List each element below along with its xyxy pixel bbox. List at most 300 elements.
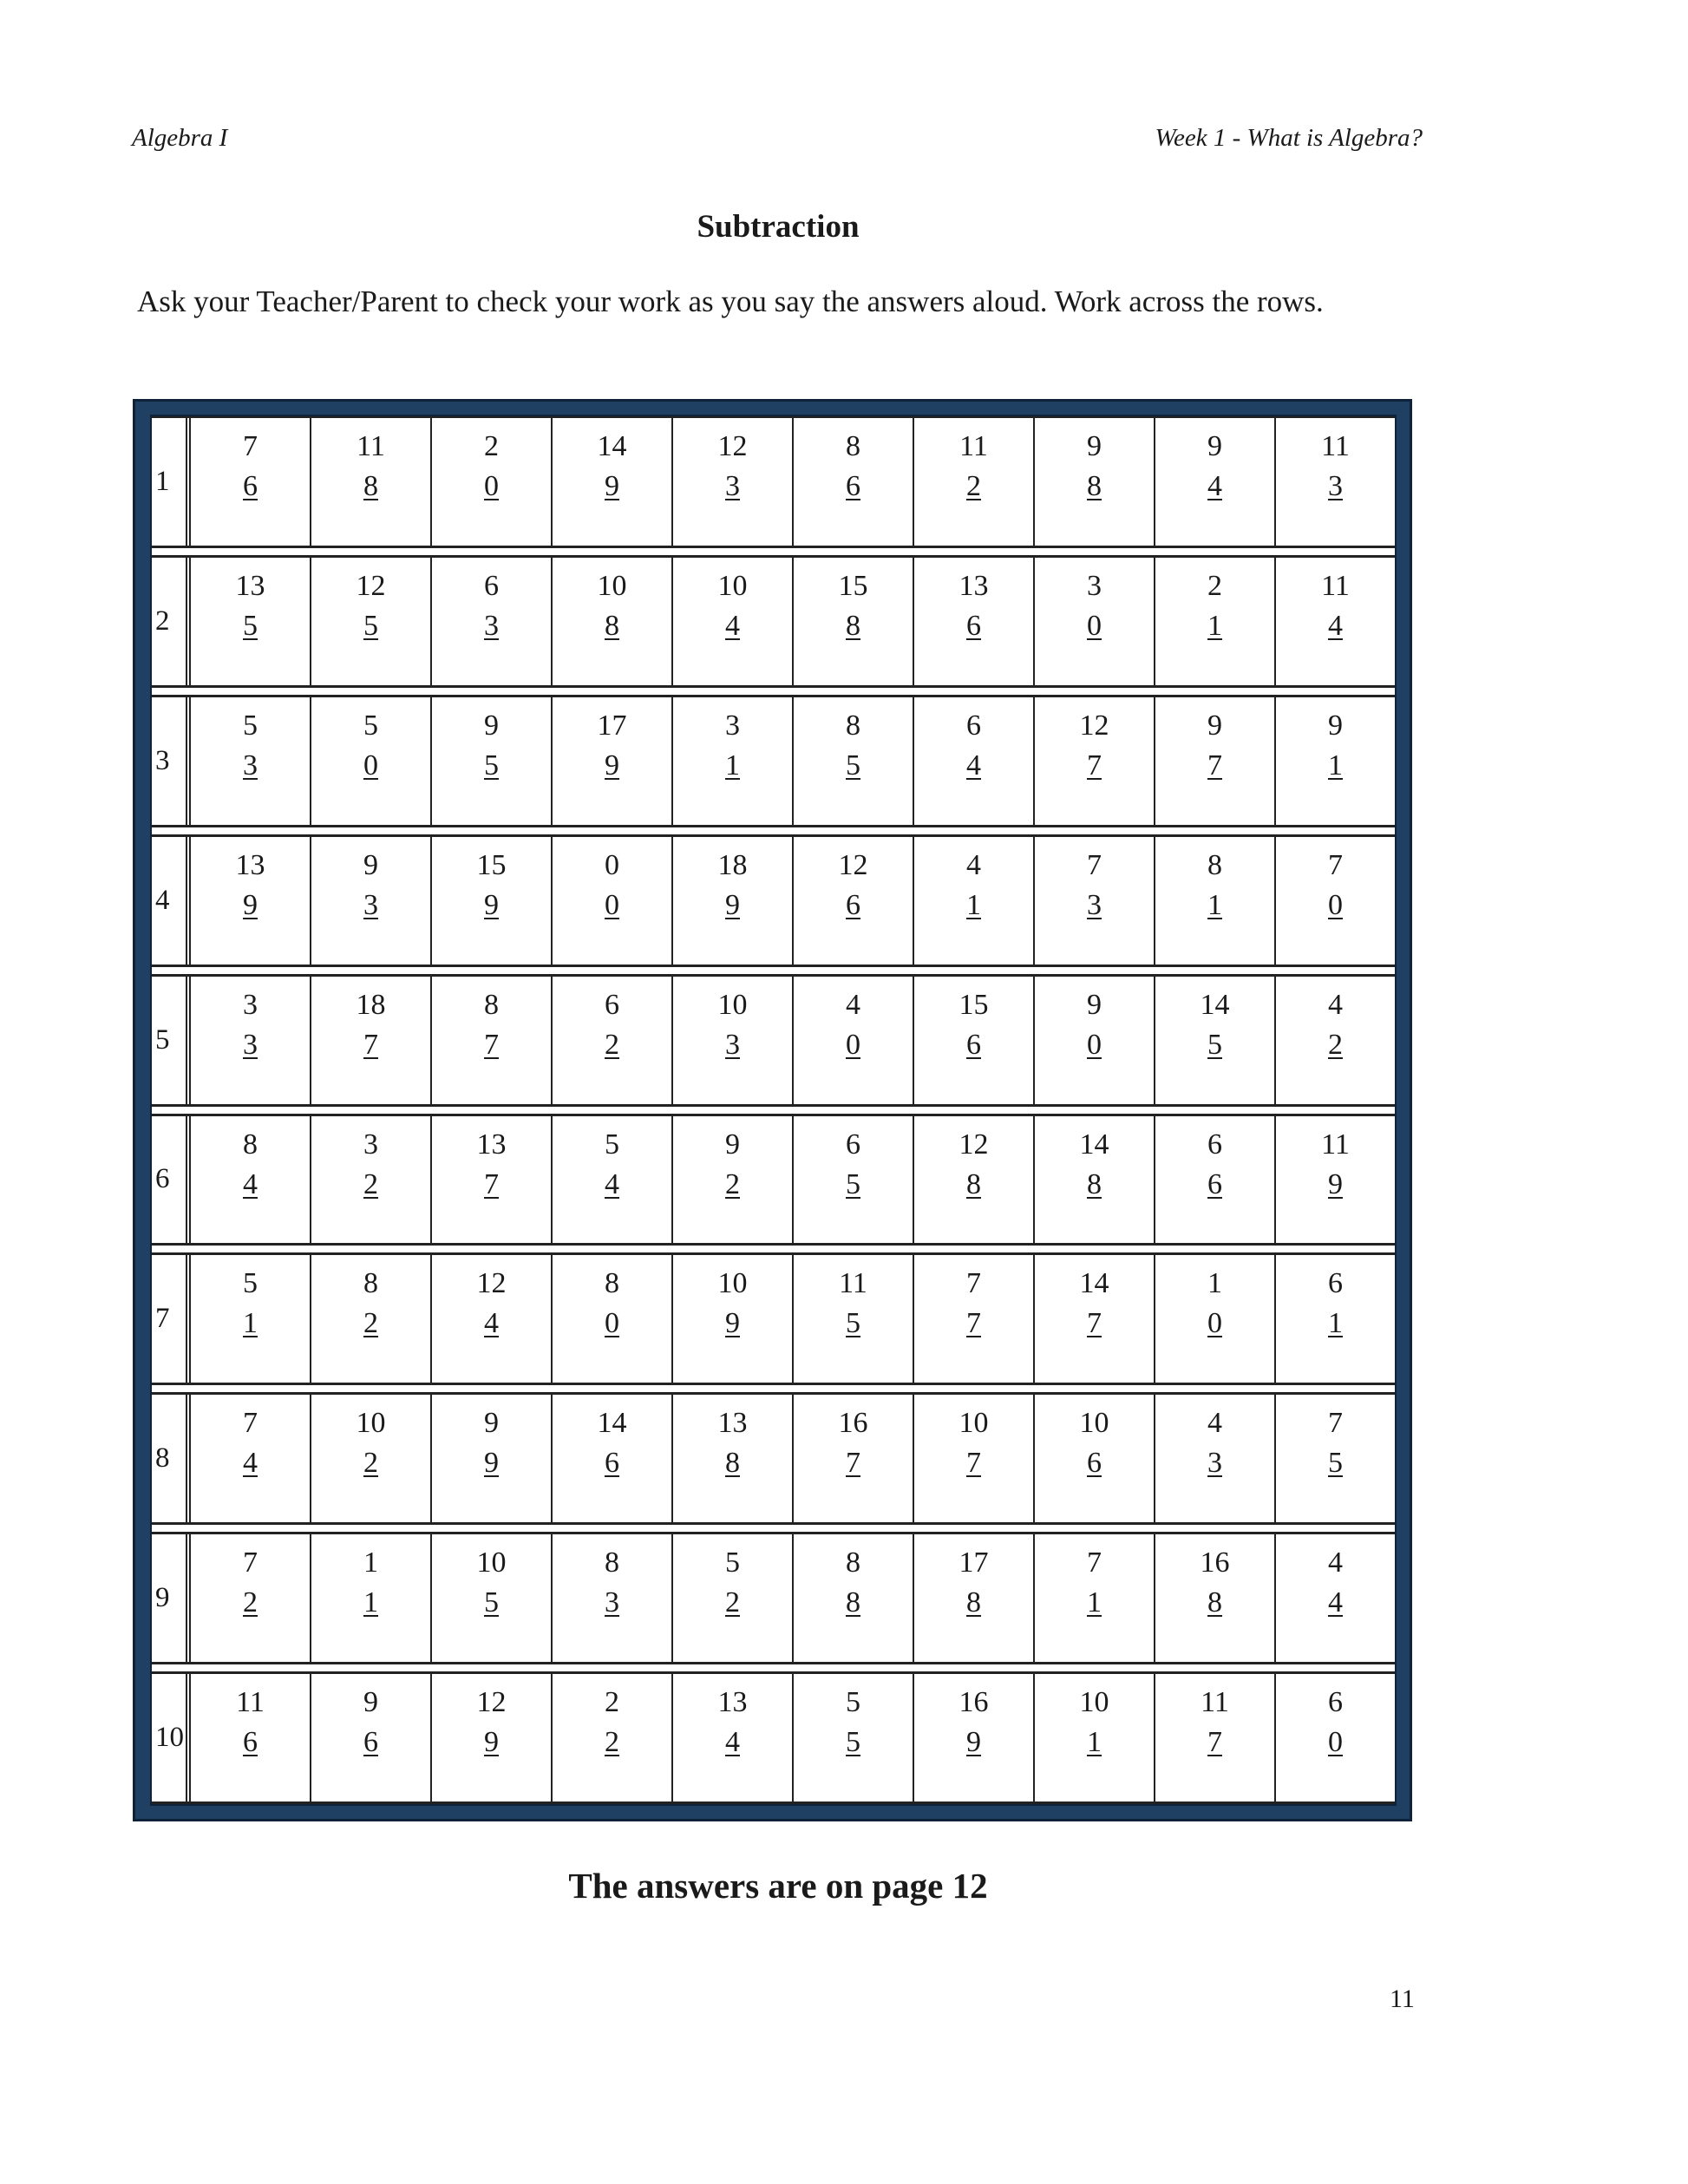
subtrahend: 3: [605, 1586, 619, 1619]
problem-cell: [432, 418, 553, 546]
problem-cell: [673, 1395, 794, 1522]
minuend: 9: [1328, 709, 1343, 742]
subtrahend: 0: [605, 888, 619, 921]
minuend: 4: [966, 848, 981, 881]
subtrahend: 8: [846, 1586, 860, 1619]
problem-cell: [1155, 697, 1276, 825]
subtrahend: 4: [725, 1726, 740, 1759]
minuend: 9: [1207, 430, 1222, 462]
row-number: 4: [152, 837, 191, 964]
problem-cell: [191, 977, 311, 1104]
problem-cell: [311, 418, 432, 546]
answers-note: The answers are on page 12: [568, 1866, 988, 1906]
minuend: 10: [1079, 1407, 1109, 1440]
problem-cell: [432, 977, 553, 1104]
problem-cell: [1276, 1395, 1395, 1522]
subtrahend: 2: [966, 470, 981, 502]
header-week-title: Week 1 - What is Algebra?: [1155, 124, 1423, 152]
subtrahend: 3: [1328, 470, 1343, 502]
problem-cell: [191, 558, 311, 685]
problem-cell: [1155, 977, 1276, 1104]
worksheet-frame: [133, 399, 1412, 1821]
problem-cell: [553, 837, 673, 964]
problem-cell: [311, 1116, 432, 1244]
problem-cell: [553, 418, 673, 546]
problem-cell: [553, 1395, 673, 1522]
minuend: 14: [597, 1407, 627, 1440]
problem-cell: [914, 558, 1035, 685]
problem-cell: [1035, 418, 1155, 546]
minuend: 11: [1321, 569, 1350, 602]
problem-cell: [794, 1395, 914, 1522]
minuend: 11: [357, 430, 385, 462]
subtrahend: 4: [605, 1167, 619, 1200]
problem-cell: [914, 1255, 1035, 1383]
subtrahend: 6: [243, 1726, 258, 1759]
subtrahend: 0: [846, 1028, 860, 1061]
subtrahend: 8: [966, 1167, 981, 1200]
minuend: 6: [1207, 1128, 1222, 1161]
subtrahend: 1: [966, 888, 981, 921]
minuend: 13: [235, 569, 265, 602]
minuend: 13: [235, 848, 265, 881]
minuend: 3: [1087, 569, 1102, 602]
problem-cell: [673, 558, 794, 685]
subtrahend: 5: [484, 749, 499, 781]
problem-row: [152, 1114, 1395, 1246]
problem-row: [152, 1671, 1395, 1804]
minuend: 16: [1200, 1546, 1230, 1579]
problem-row: [152, 974, 1395, 1107]
subtrahend: 7: [966, 1447, 981, 1480]
subtrahend: 2: [363, 1447, 378, 1480]
problem-cell: [794, 1674, 914, 1801]
minuend: 8: [605, 1267, 619, 1300]
minuend: 9: [1207, 709, 1222, 742]
minuend: 13: [717, 1407, 748, 1440]
minuend: 7: [1328, 848, 1343, 881]
minuend: 6: [1328, 1686, 1343, 1719]
minuend: 12: [356, 569, 386, 602]
subtrahend: 0: [1087, 1028, 1102, 1061]
minuend: 3: [243, 988, 258, 1021]
minuend: 7: [1087, 1546, 1102, 1579]
minuend: 11: [839, 1267, 867, 1300]
problem-cell: [794, 1534, 914, 1662]
minuend: 7: [966, 1267, 981, 1300]
problem-cell: [311, 1534, 432, 1662]
row-number: 1: [152, 418, 191, 546]
minuend: 7: [1087, 848, 1102, 881]
row-number: 8: [152, 1395, 191, 1522]
minuend: 17: [958, 1546, 989, 1579]
subtrahend: 7: [846, 1447, 860, 1480]
problem-cell: [432, 1534, 553, 1662]
problem-cell: [1035, 558, 1155, 685]
instructions-text: Ask your Teacher/Parent to check your work as you say the answers aloud. Work across the rows.: [137, 284, 1324, 318]
minuend: 2: [1207, 569, 1222, 602]
problem-cell: [553, 977, 673, 1104]
subtrahend: 8: [846, 609, 860, 642]
subtrahend: 4: [1207, 470, 1222, 502]
minuend: 12: [958, 1128, 989, 1161]
minuend: 5: [243, 709, 258, 742]
problem-cell: [553, 697, 673, 825]
subtrahend: 3: [1087, 888, 1102, 921]
subtrahend: 8: [966, 1586, 981, 1619]
problem-cell: [1035, 1534, 1155, 1662]
minuend: 1: [363, 1546, 378, 1579]
minuend: 5: [363, 709, 378, 742]
problem-cell: [1035, 697, 1155, 825]
problem-cell: [794, 418, 914, 546]
minuend: 12: [476, 1267, 507, 1300]
minuend: 12: [838, 848, 868, 881]
minuend: 10: [597, 569, 627, 602]
minuend: 10: [958, 1407, 989, 1440]
subtrahend: 7: [1207, 749, 1222, 781]
minuend: 7: [243, 1546, 258, 1579]
problem-cell: [432, 1674, 553, 1801]
subtrahend: 4: [243, 1167, 258, 1200]
minuend: 10: [1079, 1686, 1109, 1719]
minuend: 5: [725, 1546, 740, 1579]
subtrahend: 0: [1087, 609, 1102, 642]
subtrahend: 2: [243, 1586, 258, 1619]
problem-cell: [1155, 418, 1276, 546]
subtrahend: 8: [363, 470, 378, 502]
subtrahend: 4: [725, 609, 740, 642]
subtrahend: 6: [966, 1028, 981, 1061]
minuend: 11: [1321, 1128, 1350, 1161]
problem-cell: [311, 977, 432, 1104]
minuend: 10: [717, 569, 748, 602]
subtrahend: 9: [966, 1726, 981, 1759]
subtrahend: 1: [1207, 609, 1222, 642]
subtrahend: 2: [725, 1167, 740, 1200]
subtrahend: 5: [363, 609, 378, 642]
subtrahend: 9: [605, 470, 619, 502]
subtrahend: 9: [725, 1307, 740, 1340]
problem-cell: [914, 977, 1035, 1104]
subtrahend: 8: [1087, 470, 1102, 502]
subtrahend: 3: [1207, 1447, 1222, 1480]
subtrahend: 0: [1328, 888, 1343, 921]
minuend: 5: [605, 1128, 619, 1161]
problem-cell: [191, 418, 311, 546]
subtrahend: 9: [484, 888, 499, 921]
problem-cell: [673, 1534, 794, 1662]
problem-cell: [311, 1395, 432, 1522]
subtrahend: 1: [363, 1586, 378, 1619]
minuend: 9: [484, 709, 499, 742]
problem-cell: [191, 1674, 311, 1801]
problem-cell: [794, 1255, 914, 1383]
problem-cell: [553, 1255, 673, 1383]
problem-cell: [553, 1674, 673, 1801]
subtrahend: 7: [966, 1307, 981, 1340]
row-number: 5: [152, 977, 191, 1104]
problem-cell: [673, 418, 794, 546]
problem-cell: [794, 558, 914, 685]
minuend: 16: [838, 1407, 868, 1440]
subtrahend: 4: [1328, 609, 1343, 642]
problem-cell: [1276, 1116, 1395, 1244]
minuend: 13: [717, 1686, 748, 1719]
subtrahend: 5: [1328, 1447, 1343, 1480]
problem-cell: [553, 1534, 673, 1662]
problem-cell: [1035, 977, 1155, 1104]
minuend: 9: [363, 1686, 378, 1719]
subtrahend: 9: [484, 1726, 499, 1759]
minuend: 13: [476, 1128, 507, 1161]
subtrahend: 9: [725, 888, 740, 921]
problem-cell: [311, 697, 432, 825]
minuend: 6: [484, 569, 499, 602]
problem-cell: [311, 1674, 432, 1801]
row-number: 7: [152, 1255, 191, 1383]
subtrahend: 3: [725, 470, 740, 502]
minuend: 9: [1087, 430, 1102, 462]
row-number: 2: [152, 558, 191, 685]
subtrahend: 6: [605, 1447, 619, 1480]
minuend: 10: [476, 1546, 507, 1579]
minuend: 14: [1079, 1128, 1109, 1161]
minuend: 10: [717, 988, 748, 1021]
subtrahend: 0: [1207, 1307, 1222, 1340]
problem-cell: [794, 977, 914, 1104]
minuend: 8: [605, 1546, 619, 1579]
subtrahend: 6: [966, 609, 981, 642]
problem-cell: [311, 558, 432, 685]
problem-cell: [1276, 1255, 1395, 1383]
problem-cell: [1035, 1674, 1155, 1801]
problem-row: [152, 834, 1395, 967]
minuend: 8: [243, 1128, 258, 1161]
minuend: 2: [484, 430, 499, 462]
problem-cell: [1276, 1674, 1395, 1801]
subtrahend: 9: [1328, 1167, 1343, 1200]
subtrahend: 7: [484, 1167, 499, 1200]
problem-cell: [914, 1116, 1035, 1244]
subtrahend: 4: [966, 749, 981, 781]
problem-cell: [1155, 1674, 1276, 1801]
problem-cell: [1155, 1395, 1276, 1522]
subtrahend: 1: [1087, 1586, 1102, 1619]
problem-cell: [432, 837, 553, 964]
subtrahend: 5: [243, 609, 258, 642]
minuend: 9: [363, 848, 378, 881]
subtrahend: 2: [363, 1307, 378, 1340]
minuend: 10: [717, 1267, 748, 1300]
subtrahend: 6: [1087, 1447, 1102, 1480]
minuend: 5: [846, 1686, 860, 1719]
subtrahend: 9: [605, 749, 619, 781]
minuend: 6: [1328, 1267, 1343, 1300]
subtrahend: 2: [605, 1028, 619, 1061]
minuend: 13: [958, 569, 989, 602]
subtrahend: 1: [1328, 1307, 1343, 1340]
minuend: 8: [363, 1267, 378, 1300]
subtrahend: 1: [243, 1307, 258, 1340]
problem-cell: [432, 1395, 553, 1522]
problem-cell: [1035, 837, 1155, 964]
minuend: 9: [484, 1407, 499, 1440]
problem-cell: [191, 1395, 311, 1522]
problem-cell: [191, 1534, 311, 1662]
problem-grid: [150, 415, 1397, 1806]
problem-cell: [794, 837, 914, 964]
problem-cell: [914, 697, 1035, 825]
problem-cell: [1276, 418, 1395, 546]
problem-cell: [1155, 558, 1276, 685]
page-title: Subtraction: [697, 209, 860, 245]
minuend: 6: [966, 709, 981, 742]
subtrahend: 3: [363, 888, 378, 921]
subtrahend: 3: [243, 1028, 258, 1061]
subtrahend: 6: [846, 888, 860, 921]
problem-cell: [794, 697, 914, 825]
subtrahend: 5: [484, 1586, 499, 1619]
minuend: 4: [846, 988, 860, 1021]
minuend: 4: [1328, 1546, 1343, 1579]
subtrahend: 7: [484, 1028, 499, 1061]
subtrahend: 1: [725, 749, 740, 781]
subtrahend: 0: [605, 1307, 619, 1340]
subtrahend: 6: [243, 470, 258, 502]
problem-row: [152, 1252, 1395, 1385]
minuend: 15: [838, 569, 868, 602]
problem-cell: [191, 1255, 311, 1383]
subtrahend: 4: [1328, 1586, 1343, 1619]
minuend: 7: [243, 1407, 258, 1440]
minuend: 14: [1200, 988, 1230, 1021]
problem-cell: [432, 1116, 553, 1244]
subtrahend: 0: [363, 749, 378, 781]
problem-row: [152, 555, 1395, 688]
problem-cell: [1276, 977, 1395, 1104]
problem-cell: [1035, 1395, 1155, 1522]
problem-cell: [1035, 1255, 1155, 1383]
problem-cell: [1155, 837, 1276, 964]
minuend: 8: [846, 709, 860, 742]
subtrahend: 2: [605, 1726, 619, 1759]
problem-cell: [191, 837, 311, 964]
problem-cell: [1276, 558, 1395, 685]
problem-cell: [914, 1534, 1035, 1662]
minuend: 1: [1207, 1267, 1222, 1300]
problem-cell: [673, 1674, 794, 1801]
minuend: 11: [959, 430, 988, 462]
problem-cell: [1276, 697, 1395, 825]
minuend: 12: [717, 430, 748, 462]
minuend: 6: [846, 1128, 860, 1161]
problem-cell: [191, 1116, 311, 1244]
minuend: 2: [605, 1686, 619, 1719]
minuend: 4: [1328, 988, 1343, 1021]
problem-cell: [1155, 1255, 1276, 1383]
minuend: 15: [958, 988, 989, 1021]
subtrahend: 5: [1207, 1028, 1222, 1061]
row-number: 3: [152, 697, 191, 825]
subtrahend: 2: [363, 1167, 378, 1200]
problem-cell: [914, 837, 1035, 964]
problem-row: [152, 1532, 1395, 1664]
problem-cell: [311, 837, 432, 964]
subtrahend: 8: [725, 1447, 740, 1480]
minuend: 18: [356, 988, 386, 1021]
minuend: 8: [1207, 848, 1222, 881]
subtrahend: 5: [846, 1726, 860, 1759]
minuend: 9: [725, 1128, 740, 1161]
minuend: 11: [1321, 430, 1350, 462]
minuend: 3: [363, 1128, 378, 1161]
minuend: 11: [1201, 1686, 1229, 1719]
problem-row: [152, 416, 1395, 548]
problem-cell: [432, 697, 553, 825]
subtrahend: 7: [1207, 1726, 1222, 1759]
subtrahend: 4: [243, 1447, 258, 1480]
problem-cell: [914, 1395, 1035, 1522]
problem-cell: [191, 697, 311, 825]
subtrahend: 7: [1087, 1307, 1102, 1340]
minuend: 5: [243, 1267, 258, 1300]
problem-cell: [673, 977, 794, 1104]
minuend: 14: [1079, 1267, 1109, 1300]
minuend: 8: [846, 1546, 860, 1579]
header-course-title: Algebra I: [132, 124, 228, 152]
subtrahend: 1: [1328, 749, 1343, 781]
problem-cell: [432, 558, 553, 685]
subtrahend: 7: [1087, 749, 1102, 781]
minuend: 0: [605, 848, 619, 881]
subtrahend: 9: [243, 888, 258, 921]
problem-cell: [673, 697, 794, 825]
problem-cell: [1276, 837, 1395, 964]
subtrahend: 3: [484, 609, 499, 642]
subtrahend: 2: [1328, 1028, 1343, 1061]
problem-row: [152, 695, 1395, 827]
minuend: 17: [597, 709, 627, 742]
problem-cell: [1155, 1534, 1276, 1662]
problem-cell: [1035, 1116, 1155, 1244]
problem-cell: [1155, 1116, 1276, 1244]
page-number: 11: [1390, 1985, 1415, 2013]
minuend: 8: [484, 988, 499, 1021]
minuend: 3: [725, 709, 740, 742]
row-number: 6: [152, 1116, 191, 1244]
problem-cell: [794, 1116, 914, 1244]
minuend: 11: [236, 1686, 265, 1719]
subtrahend: 0: [1328, 1726, 1343, 1759]
row-number: 10: [152, 1674, 191, 1801]
subtrahend: 5: [846, 749, 860, 781]
subtrahend: 1: [1087, 1726, 1102, 1759]
minuend: 14: [597, 430, 627, 462]
problem-cell: [673, 1255, 794, 1383]
subtrahend: 2: [725, 1586, 740, 1619]
subtrahend: 9: [484, 1447, 499, 1480]
problem-cell: [914, 1674, 1035, 1801]
minuend: 12: [1079, 709, 1109, 742]
problem-cell: [553, 558, 673, 685]
problem-cell: [1276, 1534, 1395, 1662]
problem-cell: [311, 1255, 432, 1383]
minuend: 6: [605, 988, 619, 1021]
problem-cell: [914, 418, 1035, 546]
problem-cell: [432, 1255, 553, 1383]
subtrahend: 7: [363, 1028, 378, 1061]
